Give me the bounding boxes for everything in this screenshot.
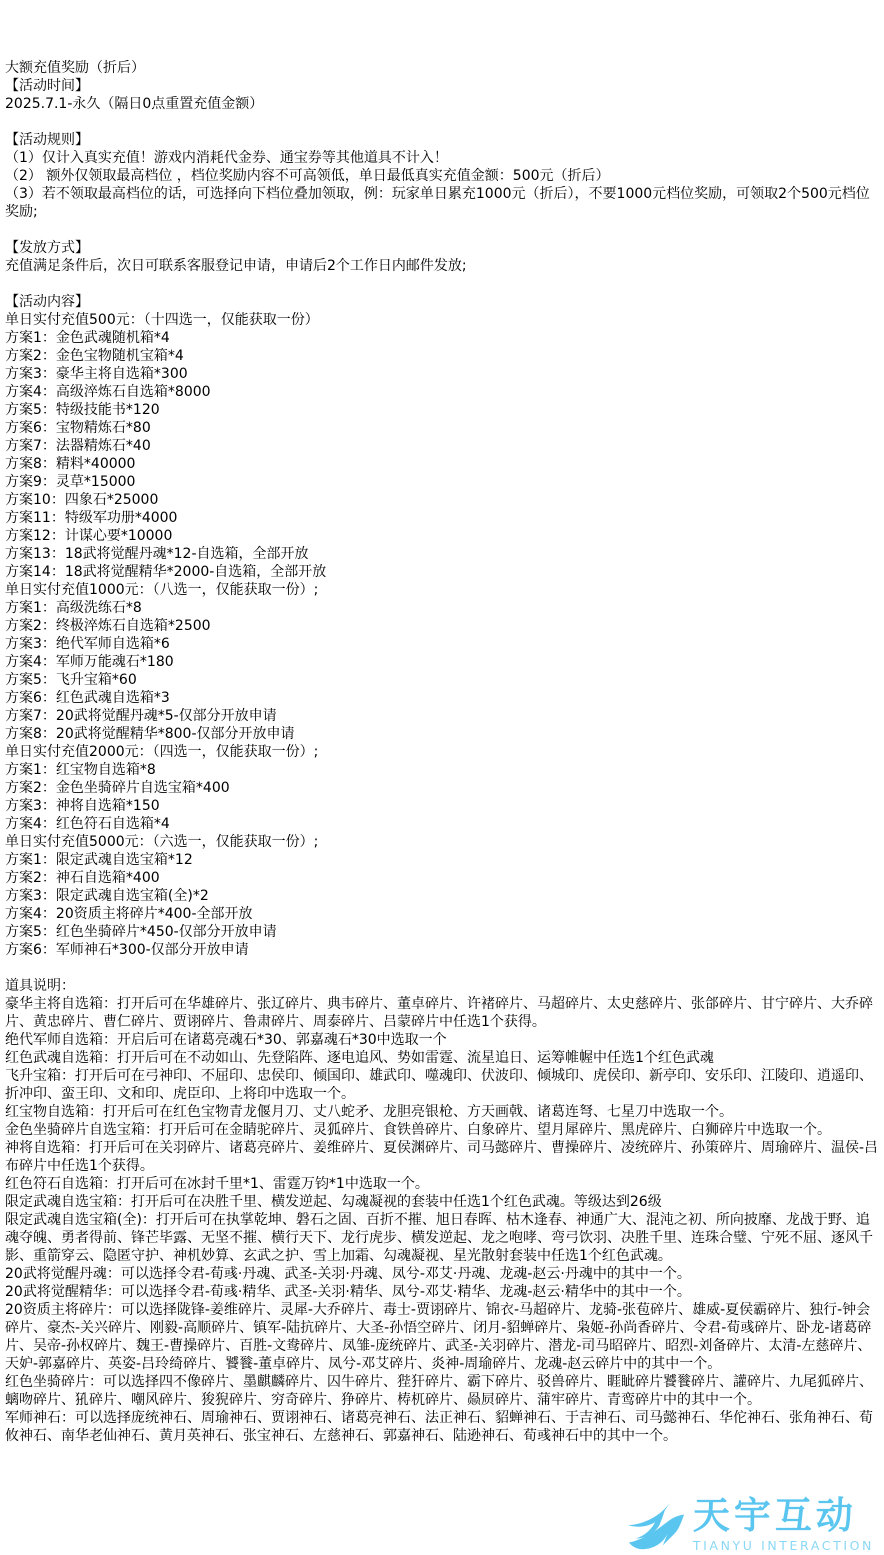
text-line: 军师神石：可以选择庞统神石、周瑜神石、贾诩神石、诸葛亮神石、法正神石、貂蝉神石、于吉神石、司马懿神石、华佗神石、张角神石、荀攸神石、南华老仙神石、黄月英神石、张宝神石、左慈神石、郭嘉神石、陆逊神石、荀彧神石中的其中一个。 — [5, 1410, 873, 1444]
text-line: 方案3：限定武魂自选宝箱(全)*2 — [5, 888, 209, 904]
text-line: 20武将觉醒精华：可以选择令君-荀彧·精华、武圣-关羽·精华、凤兮-邓艾·精华、龙魂-赵云·精华中的其中一个。 — [5, 1284, 691, 1300]
text-line: 单日实付充值2000元：（四选一，仅能获取一份）; — [5, 744, 319, 760]
text-line: 方案5：红色坐骑碎片*450-仅部分开放申请 — [5, 924, 277, 940]
text-line: 单日实付充值1000元：（八选一，仅能获取一份）; — [5, 582, 319, 598]
text-line: 方案5：特级技能书*120 — [5, 402, 160, 418]
brand-name-en: TIANYU INTERACTION — [692, 1538, 874, 1553]
text-line: 神将自选箱：打开后可在关羽碎片、诸葛亮碎片、姜维碎片、夏侯渊碎片、司马懿碎片、曹操碎片、凌统碎片、孙策碎片、周瑜碎片、温侯-吕布碎片中任选1个获得。 — [5, 1140, 879, 1174]
text-line: 方案11：特级军功册*4000 — [5, 510, 178, 526]
text-line: 2025.7.1-永久（隔日0点重置充值金额） — [5, 96, 264, 112]
text-line: 方案1：金色武魂随机箱*4 — [5, 330, 170, 346]
text-line: （2） 额外仅领取最高档位 ，档位奖励内容不可高领低，单日最低真实充值金额：500元（折后） — [5, 168, 610, 184]
text-line: 红色坐骑碎片：可以选择四不像碎片、墨麒麟碎片、囚牛碎片、狴犴碎片、霸下碎片、驳兽碎片、睚眦碎片饕餮碎片、讙碎片、九尾狐碎片、螭吻碎片、犼碎片、嘲风碎片、狻猊碎片、穷奇碎片、狰碎片、梼杌碎片、赑屃碎片、蒲牢碎片、青鸾碎片中的其中一个。 — [5, 1374, 873, 1408]
blank-line — [5, 275, 880, 293]
text-line: 方案3：绝代军师自选箱*6 — [5, 636, 170, 652]
text-line: 方案2：金色坐骑碎片自选宝箱*400 — [5, 780, 230, 796]
blank-line — [5, 221, 880, 239]
text-line: 方案7：20武将觉醒丹魂*5-仅部分开放申请 — [5, 708, 277, 724]
text-line: 单日实付充值5000元：（六选一，仅能获取一份）; — [5, 834, 319, 850]
section-heading: 【活动内容】 — [5, 294, 89, 310]
text-line: 红色武魂自选箱：打开后可在不动如山、先登陷阵、逐电追风、势如雷霆、流星追日、运筹帷幄中任选1个红色武魂 — [5, 1050, 714, 1066]
text-line: 方案7：法器精炼石*40 — [5, 438, 151, 454]
text-line: 方案9：灵草*15000 — [5, 474, 136, 490]
section-heading: 【活动规则】 — [5, 132, 89, 148]
text-line: 方案4：红色符石自选箱*4 — [5, 816, 170, 832]
text-line: 方案4：20资质主将碎片*400-全部开放 — [5, 906, 253, 922]
text-line: 限定武魂自选宝箱(全)：打开后可在执掌乾坤、磐石之固、百折不摧、旭日春晖、枯木逢春、神通广大、混沌之初、所向披靡、龙战于野、追魂夺魄、勇者得前、锋芒毕露、无坚不摧、横行天下、龙行虎步、横发逆起、龙之咆哮、弯弓饮羽、决胜千里、连珠合璧、宁死不屈、逐风千影、重箭穿云、隐匿守护、神机妙算、玄武之护、雪上加霜、勾魂凝视、星光散射套装中任选1个红色武魂。 — [5, 1212, 873, 1264]
text-line: 方案6：宝物精炼石*80 — [5, 420, 151, 436]
text-line: 方案4：军师万能魂石*180 — [5, 654, 174, 670]
text-line: （3）若不领取最高档位的话，可选择向下档位叠加领取，例：玩家单日累充1000元（折后），不要1000元档位奖励，可领取2个500元档位奖励; — [5, 186, 870, 220]
blank-line — [5, 113, 880, 131]
document-body — [5, 59, 880, 1445]
text-line: 充值满足条件后，次日可联系客服登记申请，申请后2个工作日内邮件发放; — [5, 258, 467, 274]
text-line: 方案6：军师神石*300-仅部分开放申请 — [5, 942, 249, 958]
text-line: 方案14：18武将觉醒精华*2000-自选箱，全部开放 — [5, 564, 327, 580]
text-line: 方案6：红色武魂自选箱*3 — [5, 690, 170, 706]
section-heading: 道具说明： — [5, 978, 75, 994]
page-title: 大额充值奖励（折后） — [5, 60, 145, 76]
text-line: 方案3：豪华主将自选箱*300 — [5, 366, 188, 382]
text-line: 方案4：高级淬炼石自选箱*8000 — [5, 384, 211, 400]
section-heading: 【活动时间】 — [5, 78, 89, 94]
text-line: 20武将觉醒丹魂：可以选择令君-荀彧·丹魂、武圣-关羽·丹魂、凤兮-邓艾·丹魂、龙魂-赵云·丹魂中的其中一个。 — [5, 1266, 691, 1282]
section-heading: 【发放方式】 — [5, 240, 89, 256]
text-line: 方案1：限定武魂自选宝箱*12 — [5, 852, 193, 868]
text-line: 红宝物自选箱：打开后可在红色宝物青龙偃月刀、丈八蛇矛、龙胆亮银枪、方天画戟、诸葛连弩、七星刀中选取一个。 — [5, 1104, 733, 1120]
text-line: 方案8：精料*40000 — [5, 456, 136, 472]
text-line: 方案1：红宝物自选箱*8 — [5, 762, 156, 778]
text-line: 20资质主将碎片：可以选择陇锋-姜维碎片、灵犀-大乔碎片、毒士-贾诩碎片、锦衣-马超碎片、龙骑-张苞碎片、雄威-夏侯霸碎片、独行-钟会碎片、豪杰-关兴碎片、刚毅-高顺碎片、镇军-陆抗碎片、大圣-孙悟空碎片、闭月-貂蝉碎片、枭姬-孙尚香碎片、令君-荀彧碎片、卧龙-诸葛碎片、吴帝-孙权碎片、魏王-曹操碎片、百胜-文鸯碎片、凤雏-庞统碎片、武圣-关羽碎片、潜龙-司马昭碎片、昭烈-刘备碎片、太清-左慈碎片、天妒-郭嘉碎片、英姿-吕玲绮碎片、饕餮-董卓碎片、凤兮-邓艾碎片、炎神-周瑜碎片、龙魂-赵云碎片中的其中一个。 — [5, 1302, 872, 1372]
text-line: 方案3：神将自选箱*150 — [5, 798, 160, 814]
text-line: 红色符石自选箱：打开后可在冰封千里*1、雷霆万钧*1中选取一个。 — [5, 1176, 429, 1192]
text-line: （1）仅计入真实充值！游戏内消耗代金券、通宝券等其他道具不计入！ — [5, 150, 448, 166]
text-line: 限定武魂自选宝箱：打开后可在决胜千里、横发逆起、勾魂凝视的套装中任选1个红色武魂。等级达到26级 — [5, 1194, 662, 1210]
text-line: 方案13：18武将觉醒丹魂*12-自选箱，全部开放 — [5, 546, 309, 562]
text-line: 方案2：神石自选箱*400 — [5, 870, 160, 886]
text-line: 绝代军师自选箱：开启后可在诸葛亮魂石*30、郭嘉魂石*30中选取一个 — [5, 1032, 447, 1048]
text-line: 飞升宝箱：打开后可在弓神印、不屈印、忠侯印、倾国印、雄武印、噬魂印、伏波印、倾城印、虎侯印、新亭印、安乐印、江陵印、逍遥印、折冲印、蛮王印、文和印、虎臣印、上将印中选取一个。 — [5, 1068, 873, 1102]
text-line: 方案2：终极淬炼石自选箱*2500 — [5, 618, 211, 634]
text-line: 金色坐骑碎片自选宝箱：打开后可在金睛驼碎片、灵狐碎片、食铁兽碎片、白象碎片、望月犀碎片、黑虎碎片、白狮碎片中选取一个。 — [5, 1122, 831, 1138]
text-line: 豪华主将自选箱：打开后可在华雄碎片、张辽碎片、典韦碎片、董卓碎片、许褚碎片、马超碎片、太史慈碎片、张郃碎片、甘宁碎片、大乔碎片、黄忠碎片、曹仁碎片、贾诩碎片、鲁肃碎片、周泰碎片、吕蒙碎片中任选1个获得。 — [5, 996, 873, 1030]
text-line: 单日实付充值500元：（十四选一，仅能获取一份） — [5, 312, 319, 328]
brand-logo — [628, 1494, 874, 1555]
text-line: 方案8：20武将觉醒精华*800-仅部分开放申请 — [5, 726, 295, 742]
text-line: 方案10：四象石*25000 — [5, 492, 159, 508]
brand-text — [692, 1494, 874, 1553]
text-line: 方案5：飞升宝箱*60 — [5, 672, 137, 688]
text-line: 方案2：金色宝物随机宝箱*4 — [5, 348, 184, 364]
text-line: 方案12：计谋心要*10000 — [5, 528, 173, 544]
bird-swoosh-icon — [628, 1499, 686, 1555]
brand-name-cn: 天宇互动 — [692, 1494, 857, 1537]
blank-line — [5, 959, 880, 977]
text-line: 方案1：高级洗练石*8 — [5, 600, 142, 616]
